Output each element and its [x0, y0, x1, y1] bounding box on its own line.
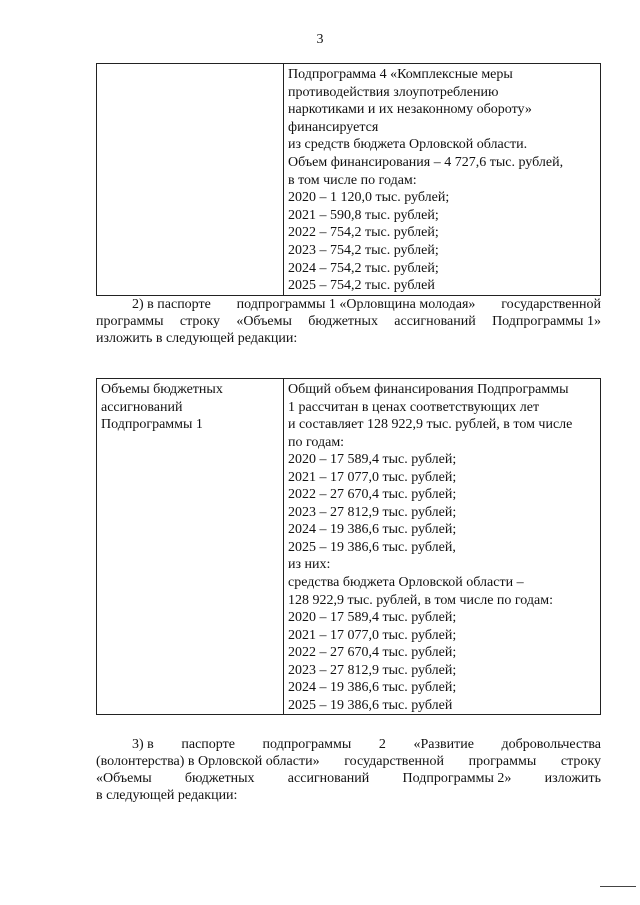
paragraph-line: в следующей редакции: — [96, 788, 238, 803]
amendment-paragraph-3 — [96, 736, 601, 804]
paragraph-word: строку — [560, 754, 601, 769]
paragraph-word: Подпрограммы 1» — [492, 314, 601, 329]
funding-table-subprogram-4 — [96, 63, 601, 296]
paragraph-word: программы — [96, 314, 164, 329]
funding-table-subprogram-1 — [96, 378, 601, 715]
paragraph-word: бюджетных — [308, 314, 378, 329]
table-label-line: ассигнований — [101, 399, 183, 415]
paragraph-word: 2 — [378, 737, 386, 752]
paragraph-word: государственной — [501, 297, 601, 312]
table-text-line: 2024 – 19 386,6 тыс. рублей; — [288, 680, 457, 696]
paragraph-line — [96, 770, 601, 787]
table-text-line: 2021 – 590,8 тыс. рублей; — [288, 207, 439, 223]
paragraph-word: программы — [468, 754, 537, 769]
table-text-line: средства бюджета Орловской области – — [288, 575, 524, 591]
paragraph-word: государственной — [344, 754, 445, 769]
paragraph-word: 2) в паспорте — [132, 297, 211, 312]
table-text-line: 2022 – 754,2 тыс. рублей; — [288, 225, 439, 241]
page-number: 3 — [316, 32, 324, 47]
table-text-line: 2022 – 27 670,4 тыс. рублей; — [288, 645, 457, 661]
amendment-paragraph-2 — [96, 296, 601, 347]
table-text-line: 2024 – 754,2 тыс. рублей; — [288, 260, 439, 276]
paragraph-line — [96, 753, 601, 770]
paragraph-word: «Объемы — [236, 314, 292, 329]
table-cell-label — [97, 64, 284, 296]
table-text-line: 2023 – 27 812,9 тыс. рублей; — [288, 504, 457, 520]
table-text-line: 2021 – 17 077,0 тыс. рублей; — [288, 469, 457, 485]
paragraph-word: бюджетных — [184, 771, 255, 786]
table-text-line: противодействия злоупотреблению — [288, 84, 499, 100]
paragraph-word: подпрограммы 1 «Орловщина молодая» — [236, 297, 476, 312]
table-text-line: 128 922,9 тыс. рублей, в том числе по годам: — [288, 592, 553, 608]
paragraph-word: добровольчества — [501, 737, 601, 752]
table-cell-label — [97, 379, 284, 715]
paragraph-word: (волонтерства) в Орловской области» — [96, 754, 320, 769]
paragraph-word: подпрограммы — [262, 737, 352, 752]
paragraph-line: изложить в следующей редакции: — [96, 331, 298, 346]
paragraph-word: «Объемы — [96, 771, 152, 786]
table-text-line: 2025 – 19 386,6 тыс. рублей — [288, 697, 453, 713]
table-text-line: по годам: — [288, 434, 345, 450]
table-text-line: 2025 – 754,2 тыс. рублей — [288, 278, 435, 294]
table-text-line: 1 рассчитан в ценах соответствующих лет — [288, 399, 540, 415]
table-text-line: финансируется — [288, 119, 379, 135]
table-text-line: 2022 – 27 670,4 тыс. рублей; — [288, 487, 457, 503]
table-text-line: Объем финансирования – 4 727,6 тыс. рублей, — [288, 154, 564, 170]
table-text-line: наркотиками и их незаконному обороту» — [288, 102, 532, 118]
paragraph-word: Подпрограммы 2» — [402, 771, 512, 786]
paragraph-line — [96, 736, 601, 753]
table-text-line: Общий объем финансирования Подпрограммы — [288, 382, 569, 397]
paragraph-line — [96, 296, 601, 313]
paragraph-word: «Развитие — [413, 737, 474, 752]
table-text-line: 2024 – 19 386,6 тыс. рублей; — [288, 522, 457, 538]
table-text-line: 2021 – 17 077,0 тыс. рублей; — [288, 627, 457, 643]
paragraph-line — [96, 313, 601, 330]
table-text-line: из них: — [288, 557, 331, 573]
table-text-line: и составляет 128 922,9 тыс. рублей, в том числе — [288, 417, 573, 433]
paragraph-word: ассигнований — [287, 771, 370, 786]
paragraph-word: изложить — [544, 771, 601, 786]
table-row — [97, 64, 601, 296]
table-cell-content — [284, 379, 601, 715]
table-text-line: 2020 – 1 120,0 тыс. рублей; — [288, 190, 450, 206]
table-text-line: 2020 – 17 589,4 тыс. рублей; — [288, 452, 457, 468]
scan-edge-mark — [600, 886, 636, 887]
table-text-line: 2025 – 19 386,6 тыс. рублей, — [288, 539, 456, 555]
table-label-line: Подпрограммы 1 — [101, 417, 203, 433]
table-label-line: Объемы бюджетных — [101, 382, 223, 397]
table-text-line: 2023 – 27 812,9 тыс. рублей; — [288, 662, 457, 678]
table-text-line: Подпрограмма 4 «Комплексные меры — [288, 67, 513, 82]
table-text-line: 2023 – 754,2 тыс. рублей; — [288, 242, 439, 258]
table-text-line: из средств бюджета Орловской области. — [288, 137, 528, 153]
paragraph-word: строку — [179, 314, 220, 329]
table-cell-content — [284, 64, 601, 296]
paragraph-word: паспорте — [181, 737, 235, 752]
table-text-line: 2020 – 17 589,4 тыс. рублей; — [288, 610, 457, 626]
paragraph-word: ассигнований — [394, 314, 476, 329]
table-text-line: в том числе по годам: — [288, 172, 417, 188]
paragraph-word: 3) в — [132, 737, 154, 752]
table-row — [97, 379, 601, 715]
